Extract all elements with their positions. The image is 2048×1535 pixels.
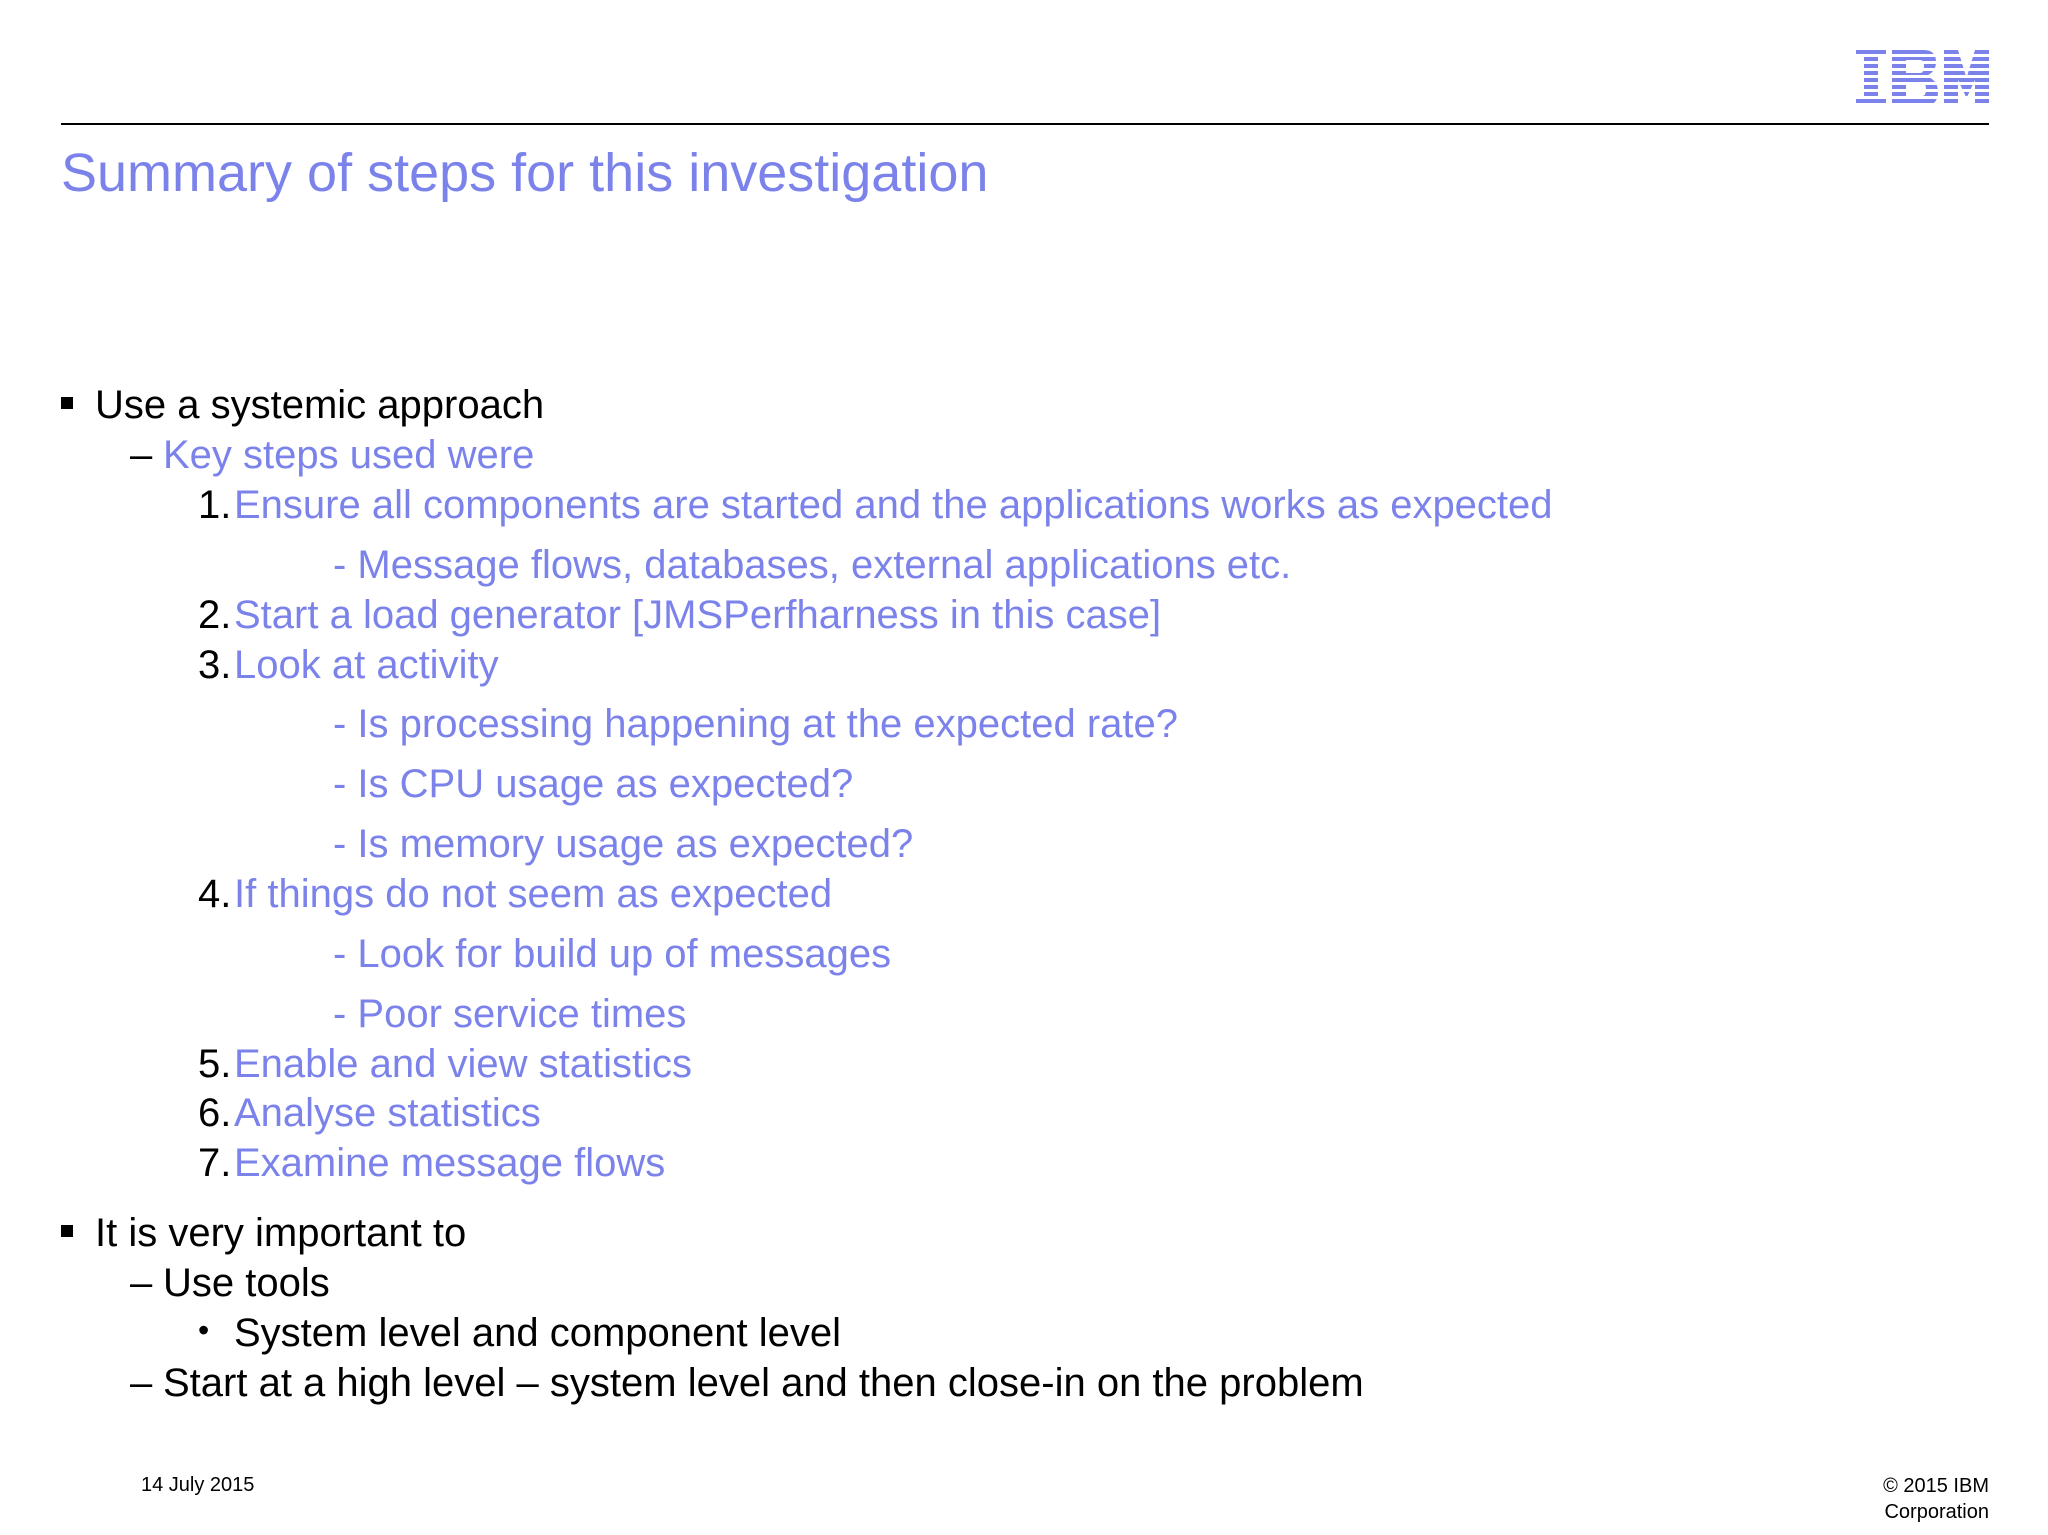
header-divider (61, 123, 1989, 125)
step-detail: - Is CPU usage as expected? (333, 762, 854, 806)
step-number: 7. (198, 1141, 232, 1185)
step-number: 6. (198, 1091, 232, 1135)
step-detail: - Is processing happening at the expected rate? (333, 702, 1178, 746)
step-detail: - Is memory usage as expected? (333, 822, 914, 866)
slide-title: Summary of steps for this investigation (61, 143, 989, 203)
dash-bullet-icon: – (130, 433, 153, 477)
step-text: Start a load generator [JMSPerfharness in this case] (234, 593, 1162, 637)
dash-bullet-icon: – (130, 1361, 153, 1405)
step-number: 4. (198, 872, 232, 916)
step-text: Ensure all components are started and the applications works as expected (234, 483, 1553, 527)
footer-copyright (1883, 1473, 1989, 1525)
bullet-systemic-approach: Use a systemic approach (95, 383, 545, 427)
step-detail: - Poor service times (333, 992, 687, 1036)
copyright-line-2: Corporation (1884, 1501, 1989, 1523)
sub-sub-bullet-system-level: System level and component level (234, 1311, 841, 1355)
footer-date: 14 July 2015 (141, 1474, 255, 1496)
square-bullet-icon (61, 397, 73, 409)
step-text: Analyse statistics (234, 1091, 541, 1135)
step-number: 5. (198, 1042, 232, 1086)
step-detail: - Message flows, databases, external applications etc. (333, 543, 1292, 587)
step-text: Look at activity (234, 643, 499, 687)
square-bullet-icon (61, 1225, 73, 1237)
step-number: 1. (198, 483, 232, 527)
sub-bullet-start-high-level: Start at a high level – system level and then close-in on the problem (163, 1361, 1364, 1405)
step-text: Enable and view statistics (234, 1042, 693, 1086)
copyright-line-1: © 2015 IBM (1883, 1475, 1989, 1497)
step-text: If things do not seem as expected (234, 872, 833, 916)
dot-bullet-icon: • (198, 1312, 210, 1348)
bullet-very-important: It is very important to (95, 1211, 467, 1255)
sub-bullet-key-steps: Key steps used were (163, 433, 535, 477)
ibm-logo (1856, 50, 1989, 106)
step-number: 2. (198, 593, 232, 637)
step-text: Examine message flows (234, 1141, 666, 1185)
step-detail: - Look for build up of messages (333, 932, 892, 976)
sub-bullet-use-tools: Use tools (163, 1261, 330, 1305)
step-number: 3. (198, 643, 232, 687)
dash-bullet-icon: – (130, 1261, 153, 1305)
